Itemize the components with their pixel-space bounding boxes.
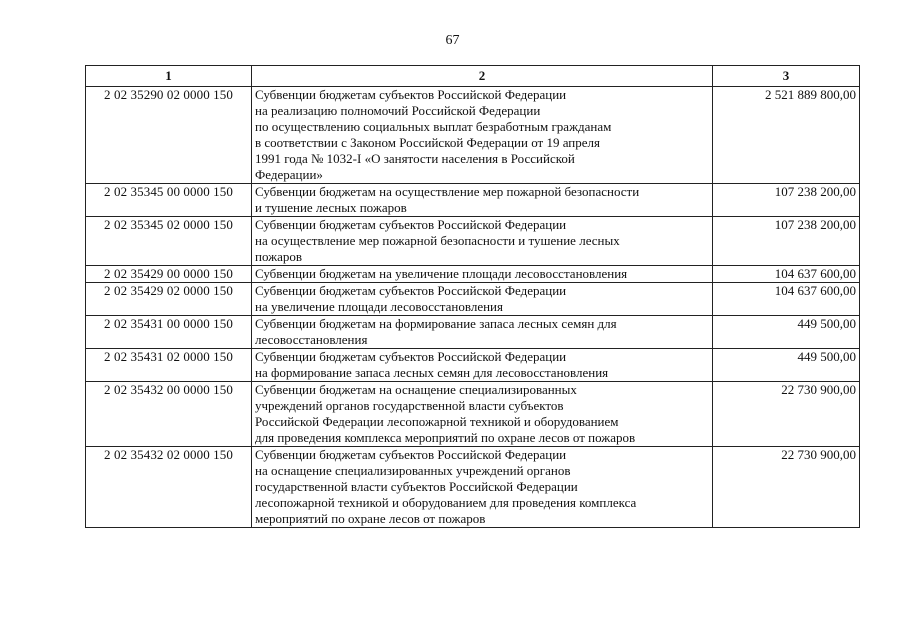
description-cell [252, 184, 713, 217]
description-line: на реализацию полномочий Российской Федерации [255, 103, 541, 118]
budget-table [85, 65, 860, 528]
description-cell [252, 316, 713, 349]
amount-cell: 449 500,00 [713, 316, 860, 349]
table-header [86, 66, 860, 87]
description-line: лесовосстановления [255, 332, 368, 347]
amount-cell: 2 521 889 800,00 [713, 87, 860, 184]
description-line: Субвенции бюджетам на оснащение специализированных [255, 382, 577, 397]
description-line: Субвенции бюджетам на формирование запаса лесных семян для [255, 316, 617, 331]
description-cell [252, 87, 713, 184]
description-line: на формирование запаса лесных семян для лесовосстановления [255, 365, 609, 380]
description-cell [252, 349, 713, 382]
table-row [86, 266, 860, 283]
table-body [86, 87, 860, 528]
description-line: лесопожарной техникой и оборудованием для проведения комплекса [255, 495, 637, 510]
description-line: Субвенции бюджетам на увеличение площади лесовосстановления [255, 266, 628, 281]
budget-code-cell: 2 02 35429 00 0000 150 [86, 266, 252, 283]
table-row [86, 217, 860, 266]
description-line: и тушение лесных пожаров [255, 200, 407, 215]
description-line: пожаров [255, 249, 303, 264]
description-line: для проведения комплекса мероприятий по охране лесов от пожаров [255, 430, 636, 445]
description-line: 1991 года № 1032-I «О занятости населения в Российской [255, 151, 575, 166]
budget-code-cell: 2 02 35431 00 0000 150 [86, 316, 252, 349]
budget-code-cell: 2 02 35432 02 0000 150 [86, 447, 252, 528]
budget-code-cell: 2 02 35290 02 0000 150 [86, 87, 252, 184]
description-line: Субвенции бюджетам субъектов Российской Федерации [255, 447, 567, 462]
description-line: мероприятий по охране лесов от пожаров [255, 511, 486, 526]
description-line: на оснащение специализированных учреждений органов [255, 463, 571, 478]
description-line: Федерации» [255, 167, 323, 182]
table-row [86, 283, 860, 316]
column-header-3: 3 [713, 66, 860, 87]
amount-cell: 449 500,00 [713, 349, 860, 382]
amount-cell: 22 730 900,00 [713, 447, 860, 528]
amount-cell: 104 637 600,00 [713, 283, 860, 316]
description-line: государственной власти субъектов Российской Федерации [255, 479, 578, 494]
amount-cell: 107 238 200,00 [713, 217, 860, 266]
description-line: на увеличение площади лесовосстановления [255, 299, 503, 314]
description-line: по осуществлению социальных выплат безработным гражданам [255, 119, 612, 134]
description-cell [252, 382, 713, 447]
description-line: Субвенции бюджетам субъектов Российской Федерации [255, 283, 567, 298]
description-line: Субвенции бюджетам на осуществление мер пожарной безопасности [255, 184, 640, 199]
table-row [86, 382, 860, 447]
description-cell [252, 266, 713, 283]
table-row [86, 316, 860, 349]
description-line: Субвенции бюджетам субъектов Российской Федерации [255, 217, 567, 232]
description-cell [252, 447, 713, 528]
budget-code-cell: 2 02 35345 00 0000 150 [86, 184, 252, 217]
description-cell [252, 217, 713, 266]
amount-cell: 22 730 900,00 [713, 382, 860, 447]
budget-code-cell: 2 02 35431 02 0000 150 [86, 349, 252, 382]
page-number: 67 [445, 33, 460, 48]
column-header-2: 2 [252, 66, 713, 87]
description-line: в соответствии с Законом Российской Федерации от 19 апреля [255, 135, 601, 150]
amount-cell: 107 238 200,00 [713, 184, 860, 217]
column-header-1: 1 [86, 66, 252, 87]
description-line: учреждений органов государственной власти субъектов [255, 398, 564, 413]
description-line: на осуществление мер пожарной безопасности и тушение лесных [255, 233, 620, 248]
budget-code-cell: 2 02 35429 02 0000 150 [86, 283, 252, 316]
budget-code-cell: 2 02 35432 00 0000 150 [86, 382, 252, 447]
amount-cell: 104 637 600,00 [713, 266, 860, 283]
description-line: Субвенции бюджетам субъектов Российской Федерации [255, 349, 567, 364]
table-row [86, 184, 860, 217]
budget-code-cell: 2 02 35345 02 0000 150 [86, 217, 252, 266]
header-row [86, 66, 860, 87]
table-row [86, 447, 860, 528]
description-line: Субвенции бюджетам субъектов Российской Федерации [255, 87, 567, 102]
table-row [86, 87, 860, 184]
description-line: Российской Федерации лесопожарной техникой и оборудованием [255, 414, 619, 429]
table-row [86, 349, 860, 382]
description-cell [252, 283, 713, 316]
